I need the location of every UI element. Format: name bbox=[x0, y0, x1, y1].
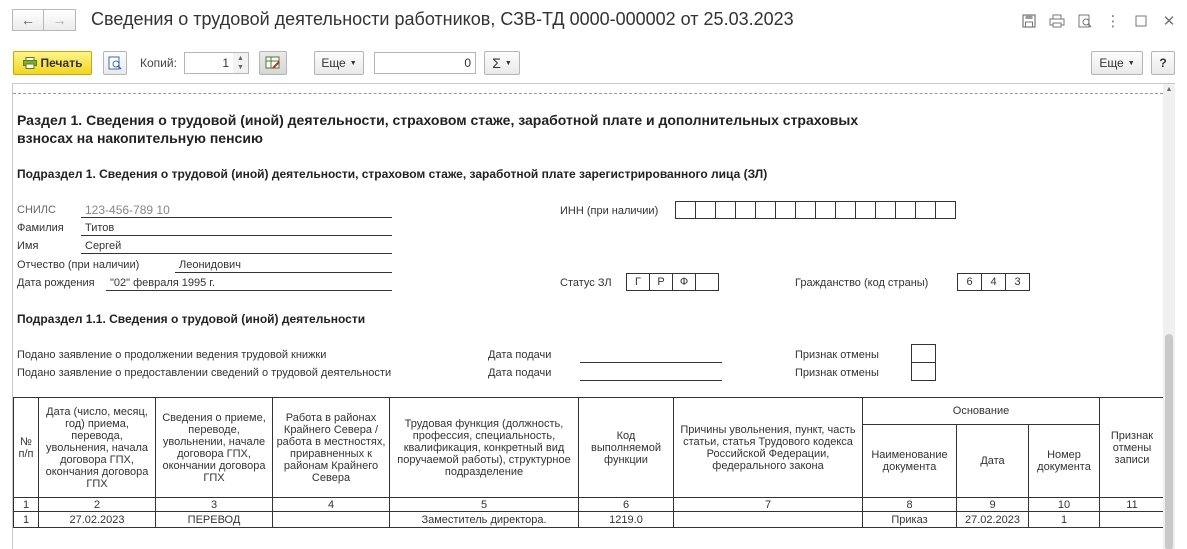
print-button[interactable] bbox=[13, 51, 92, 75]
forward-button[interactable] bbox=[44, 9, 76, 31]
application-1-date-label: Дата подачи bbox=[488, 349, 552, 361]
cell-basis-doc-name[interactable]: Приказ bbox=[863, 512, 957, 528]
inn-cell bbox=[855, 201, 876, 219]
status-cells bbox=[626, 273, 719, 291]
application-1-text: Подано заявление о продолжении ведения трудовой книжки bbox=[17, 349, 327, 361]
labor-activity-table bbox=[13, 397, 1165, 528]
column-number: 3 bbox=[156, 498, 273, 512]
page-break-line bbox=[13, 93, 1163, 94]
vertical-scrollbar[interactable] bbox=[1163, 84, 1175, 549]
column-number: 11 bbox=[1100, 498, 1165, 512]
header-cancel-flag: Признак отмены записи bbox=[1100, 398, 1165, 498]
chevron-down-icon[interactable]: ▼ bbox=[237, 64, 244, 71]
application-2-text: Подано заявление о предоставлении сведений о трудовой деятельности bbox=[17, 367, 392, 379]
birthdate-underline bbox=[106, 290, 392, 291]
application-1-cancel-label: Признак отмены bbox=[795, 349, 879, 361]
preview-icon bbox=[108, 56, 122, 70]
inn-cell bbox=[755, 201, 776, 219]
copies-input[interactable]: 1 bbox=[184, 52, 234, 74]
column-number: 9 bbox=[957, 498, 1029, 512]
column-number: 10 bbox=[1029, 498, 1100, 512]
sigma-icon: Σ bbox=[492, 55, 501, 71]
citizenship-cells bbox=[957, 273, 1030, 291]
arrow-right-icon: → bbox=[52, 12, 67, 28]
birthdate-label: Дата рождения bbox=[17, 277, 95, 289]
inn-cell bbox=[735, 201, 756, 219]
inn-cell bbox=[815, 201, 836, 219]
column-numbers-row bbox=[14, 498, 1165, 512]
cell-date[interactable]: 27.02.2023 bbox=[39, 512, 156, 528]
inn-cell bbox=[835, 201, 856, 219]
cell-basis-date[interactable]: 27.02.2023 bbox=[957, 512, 1029, 528]
application-1-date-line bbox=[580, 362, 722, 363]
toolbar bbox=[0, 50, 1187, 78]
preview-button[interactable] bbox=[103, 51, 127, 75]
status-cell bbox=[695, 273, 719, 291]
subsection-1-title: Подраздел 1. Сведения о трудовой (иной) деятельности, страховом стаже, заработной плате зарегистрированного лица (ЗЛ) bbox=[17, 167, 768, 181]
document-area[interactable] bbox=[12, 83, 1175, 549]
window-title: Сведения о трудовой деятельности работников, СЗВ-ТД 0000-000002 от 25.03.2023 bbox=[91, 9, 794, 29]
section-title-line-2: взносах на накопительную пенсию bbox=[17, 130, 263, 146]
chevron-down-icon: ▼ bbox=[349, 59, 357, 67]
cell-basis-doc-number[interactable]: 1 bbox=[1029, 512, 1100, 528]
inn-cell bbox=[775, 201, 796, 219]
column-number: 6 bbox=[579, 498, 674, 512]
header-number: № п/п bbox=[14, 398, 39, 498]
cell-north-work[interactable] bbox=[273, 512, 390, 528]
chevron-down-icon: ▼ bbox=[504, 59, 512, 67]
status-cell: Г bbox=[626, 273, 650, 291]
citizenship-cell: 4 bbox=[981, 273, 1006, 291]
header-date: Дата (число, месяц, год) приема, перевода, увольнения, начала договора ГПХ, окончания договора ГПХ bbox=[39, 398, 156, 498]
citizenship-cell: 6 bbox=[957, 273, 982, 291]
column-number: 5 bbox=[390, 498, 579, 512]
firstname-value: Сергей bbox=[85, 240, 122, 252]
column-number: 7 bbox=[674, 498, 863, 512]
cell-dismissal-reason[interactable] bbox=[674, 512, 863, 528]
navigation-group bbox=[12, 9, 76, 31]
header-basis-doc-name: Наименование документа bbox=[863, 425, 957, 498]
chevron-up-icon[interactable]: ▲ bbox=[237, 55, 244, 62]
inn-label: ИНН (при наличии) bbox=[560, 205, 659, 217]
printer-icon[interactable] bbox=[1047, 11, 1067, 31]
application-2-date-line bbox=[580, 380, 722, 381]
section-title-line-1: Раздел 1. Сведения о трудовой (иной) деятельности, страховом стаже, заработной плате и дополнительных страховых bbox=[17, 112, 859, 128]
cell-event[interactable]: ПЕРЕВОД bbox=[156, 512, 273, 528]
inn-cell bbox=[875, 201, 896, 219]
application-2-cancel-label: Признак отмены bbox=[795, 367, 879, 379]
print-button-label: Печать bbox=[40, 56, 83, 70]
help-button[interactable]: ? bbox=[1151, 51, 1175, 75]
column-number: 2 bbox=[39, 498, 156, 512]
header-job-function: Трудовая функция (должность, профессия, специальность, квалификация, конкретный вид поручаемой работы), структурное подразделение bbox=[390, 398, 579, 498]
edit-mode-button[interactable] bbox=[259, 51, 287, 75]
header-function-code: Код выполняемой функции bbox=[579, 398, 674, 498]
column-number: 4 bbox=[273, 498, 390, 512]
application-2-cancel-box bbox=[911, 362, 936, 381]
inn-cells bbox=[675, 201, 956, 219]
status-label: Статус ЗЛ bbox=[560, 277, 612, 289]
snils-label: СНИЛС bbox=[17, 204, 56, 216]
scroll-up-icon[interactable]: ▲ bbox=[1165, 86, 1173, 93]
patronymic-underline bbox=[175, 272, 392, 273]
back-button[interactable] bbox=[12, 9, 44, 31]
chevron-down-icon: ▼ bbox=[1127, 59, 1135, 67]
header-dismissal-reasons: Причины увольнения, пункт, часть статьи, статья Трудового кодекса Российской Федерации, федерального закона bbox=[674, 398, 863, 498]
header-event-info: Сведения о приеме, переводе, увольнении, начале договора ГПХ, окончании договора ГПХ bbox=[156, 398, 273, 498]
column-number: 8 bbox=[863, 498, 957, 512]
header-basis-doc-number: Номер документа bbox=[1029, 425, 1100, 498]
status-cell: Р bbox=[649, 273, 673, 291]
arrow-left-icon: ← bbox=[21, 12, 35, 28]
cell-job-function[interactable]: Заместитель директора. bbox=[390, 512, 579, 528]
expand-icon[interactable] bbox=[1131, 11, 1151, 31]
close-icon[interactable]: ✕ bbox=[1162, 13, 1176, 30]
application-1-cancel-box bbox=[911, 344, 936, 363]
inn-cell bbox=[675, 201, 696, 219]
inn-cell bbox=[795, 201, 816, 219]
citizenship-cell: 3 bbox=[1005, 273, 1030, 291]
inn-cell bbox=[895, 201, 916, 219]
birthdate-value: "02" февраля 1995 г. bbox=[110, 277, 216, 289]
sum-field[interactable]: 0 bbox=[374, 52, 476, 74]
lastname-underline bbox=[81, 235, 392, 236]
more-right-button-label: Еще bbox=[1099, 56, 1124, 70]
copies-label: Копий: bbox=[140, 56, 177, 70]
column-number: 1 bbox=[14, 498, 39, 512]
header-basis-date: Дата bbox=[957, 425, 1029, 498]
preview-icon[interactable] bbox=[1075, 11, 1095, 31]
subsection-11-title: Подраздел 1.1. Сведения о трудовой (иной) деятельности bbox=[17, 312, 366, 326]
inn-cell bbox=[915, 201, 936, 219]
citizenship-label: Гражданство (код страны) bbox=[795, 277, 929, 289]
more-button-label: Еще bbox=[321, 56, 346, 70]
lastname-value: Титов bbox=[85, 222, 115, 234]
status-cell: Ф bbox=[672, 273, 696, 291]
scrollbar-thumb[interactable] bbox=[1165, 334, 1173, 549]
inn-cell bbox=[695, 201, 716, 219]
header-basis: Основание bbox=[863, 398, 1100, 425]
firstname-label: Имя bbox=[17, 240, 39, 252]
cell-cancel-flag[interactable] bbox=[1100, 512, 1165, 528]
header-north-work: Работа в районах Крайнего Севера / работа в местностях, приравненных к районам Крайнего Севера bbox=[273, 398, 390, 498]
save-icon[interactable] bbox=[1019, 11, 1039, 31]
table-edit-icon bbox=[265, 56, 281, 70]
more-right-button[interactable] bbox=[1091, 51, 1143, 75]
inn-cell bbox=[715, 201, 736, 219]
sum-button[interactable] bbox=[484, 51, 520, 75]
snils-value: 123-456-789 10 bbox=[85, 203, 170, 217]
patronymic-value: Леонидович bbox=[179, 259, 241, 271]
more-button[interactable] bbox=[314, 51, 364, 75]
copies-stepper[interactable] bbox=[233, 52, 249, 74]
lastname-label: Фамилия bbox=[17, 222, 64, 234]
snils-underline bbox=[81, 217, 392, 218]
window-icons bbox=[1019, 11, 1179, 31]
cell-function-code[interactable]: 1219.0 bbox=[579, 512, 674, 528]
cell-number[interactable]: 1 bbox=[14, 512, 39, 528]
table-row[interactable] bbox=[14, 512, 1165, 528]
printer-icon bbox=[23, 57, 37, 69]
application-2-date-label: Дата подачи bbox=[488, 367, 552, 379]
inn-cell bbox=[935, 201, 956, 219]
firstname-underline bbox=[81, 253, 392, 254]
patronymic-label: Отчество (при наличии) bbox=[17, 259, 140, 271]
title-bar bbox=[0, 0, 1187, 42]
more-vertical-icon[interactable]: ⋮ bbox=[1105, 13, 1121, 30]
